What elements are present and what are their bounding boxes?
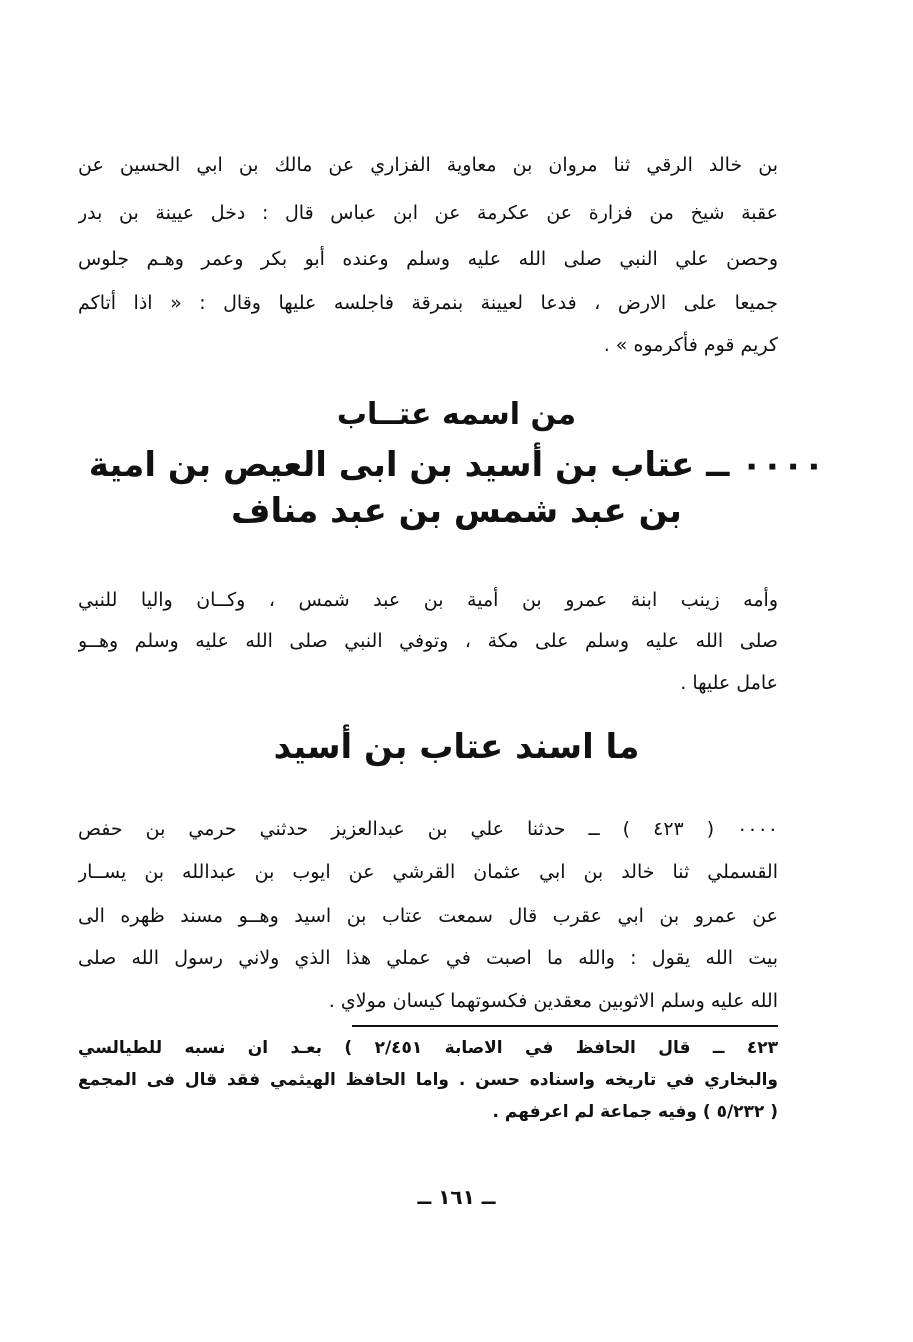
text-line: بن خالد الرقي ثنا مروان بن معاوية الفزاري عن مالك بن ابي الحسين عن <box>78 154 778 176</box>
person-heading-line-2: بن عبد شمس بن عبد مناف <box>231 491 682 531</box>
footnote-line: والبخاري في تاريخه واسناده حسن . واما الحافظ الهيثمي فقد قال فى المجمع <box>78 1070 778 1090</box>
text-line: وحصن علي النبي صلى الله عليه وسلم وعنده أبو بكر وعمر وهـم جلوس <box>78 248 778 270</box>
text-line: عن عمرو بن ابي عقرب قال سمعت عتاب بن اسيد وهــو مسند ظهره الى <box>78 905 778 927</box>
footnote-separator <box>352 1025 778 1027</box>
text-line: عامل عليها . <box>680 672 778 694</box>
text-line: وأمه زينب ابنة عمرو بن أمية بن عبد شمس ، وكــان واليا للنبي <box>78 589 778 611</box>
text-line: ٠٠٠٠ ( ٤٢٣ ) ــ حدثنا علي بن عبدالعزيز حدثني حرمي بن حفص <box>78 818 778 840</box>
footnote-line: ٤٢٣ ــ قال الحافظ في الاصابة ٢/٤٥١ ) بعـد ان نسبه للطيالسي <box>78 1038 778 1058</box>
footnote-line: ( ٥/٢٣٢ ) وفيه جماعة لم اعرفهم . <box>492 1102 778 1122</box>
text-line: عقبة شيخ من فزارة عن عكرمة عن ابن عباس قال : دخل عيينة بن بدر <box>78 202 778 224</box>
section-heading: من اسمه عتــاب <box>336 397 577 432</box>
text-line: الله عليه وسلم الاثوبين معقدين فكسوتهما كيسان مولاي . <box>328 990 778 1012</box>
text-line: بيت الله يقول : والله ما اصبت في عملي هذا الذي ولاني رسول الله صلى <box>78 947 778 969</box>
musnad-heading: ما اسند عتاب بن أسيد <box>273 727 640 767</box>
text-line: جميعا على الارض ، فدعا لعيينة بنمرقة فاجلسه عليها وقال : « اذا أتاكم <box>78 292 778 314</box>
text-line: صلى الله عليه وسلم على مكة ، وتوفي النبي صلى الله عليه وسلم وهــو <box>78 630 778 652</box>
text-line: كريم قوم فأكرموه » . <box>603 334 778 356</box>
text-line: القسملي ثنا خالد بن ابي عثمان القرشي عن ايوب بن عبدالله بن يســار <box>78 861 778 883</box>
page-number: ــ ١٦١ ــ <box>417 1185 496 1209</box>
person-heading-line-1: ٠٠٠٠ ــ عتاب بن أسيد بن ابى العيص بن امية <box>88 445 825 485</box>
